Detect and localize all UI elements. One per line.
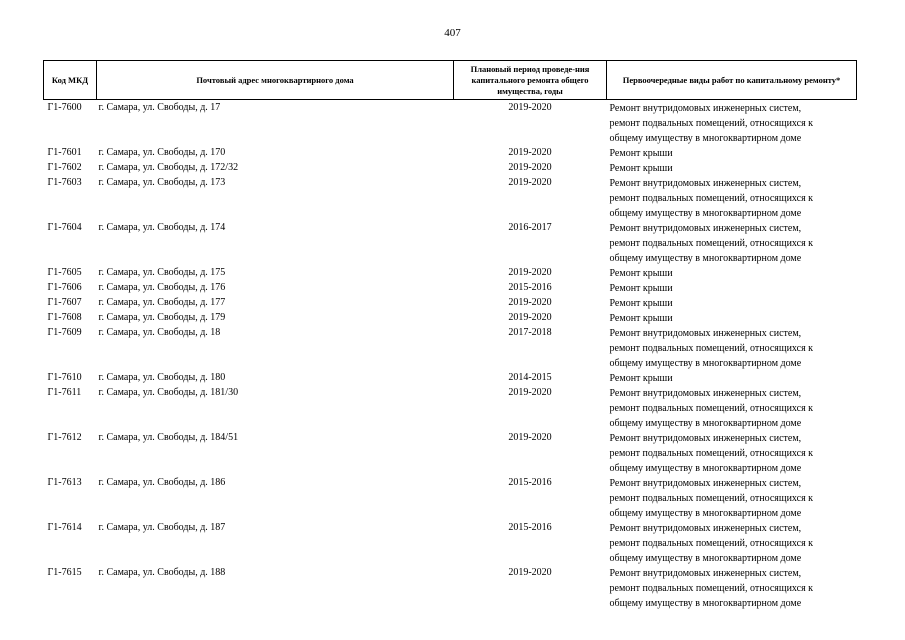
works-line: общему имуществу в многоквартирном доме — [609, 253, 802, 264]
table-row — [44, 326, 857, 371]
table-row — [44, 311, 857, 326]
cell-period: 2019-2020 — [508, 312, 552, 323]
cell-code: Г1-7615 — [47, 567, 82, 578]
header-address: Почтовый адрес многоквартирного дома — [97, 61, 454, 100]
table-row — [44, 476, 857, 521]
page-number: 407 — [444, 27, 461, 39]
cell-address: г. Самара, ул. Свободы, д. 176 — [98, 282, 226, 293]
works-line: ремонт подвальных помещений, относящихся к — [609, 343, 814, 354]
cell-code: Г1-7609 — [47, 327, 82, 338]
cell-address: г. Самара, ул. Свободы, д. 172/32 — [98, 162, 239, 173]
cell-period: 2019-2020 — [508, 267, 552, 278]
cell-works — [607, 386, 857, 431]
cell-code: Г1-7612 — [47, 432, 82, 443]
cell-works — [607, 296, 857, 311]
cell-code: Г1-7614 — [47, 522, 82, 533]
works-line: ремонт подвальных помещений, относящихся к — [609, 583, 814, 594]
cell-period: 2019-2020 — [508, 432, 552, 443]
works-line: ремонт подвальных помещений, относящихся к — [609, 118, 814, 129]
works-line: ремонт подвальных помещений, относящихся к — [609, 193, 814, 204]
cell-code: Г1-7610 — [47, 372, 82, 383]
cell-works — [607, 266, 857, 281]
table-body — [44, 100, 857, 612]
table-row — [44, 371, 857, 386]
cell-works — [607, 476, 857, 521]
cell-works — [607, 326, 857, 371]
works-line: Ремонт внутридомовых инженерных систем, — [609, 223, 802, 234]
header-period: Плановый период проведе-ния капитального ремонта общего имущества, годы — [454, 61, 607, 100]
cell-address: г. Самара, ул. Свободы, д. 179 — [98, 312, 226, 323]
works-line: общему имуществу в многоквартирном доме — [609, 508, 802, 519]
works-line: Ремонт внутридомовых инженерных систем, — [609, 388, 802, 399]
cell-code: Г1-7605 — [47, 267, 82, 278]
cell-works — [607, 311, 857, 326]
works-line: Ремонт крыши — [609, 163, 673, 174]
cell-address: г. Самара, ул. Свободы, д. 180 — [98, 372, 226, 383]
cell-period: 2015-2016 — [508, 522, 552, 533]
cell-period: 2015-2016 — [508, 477, 552, 488]
works-line: ремонт подвальных помещений, относящихся к — [609, 448, 814, 459]
works-line: общему имуществу в многоквартирном доме — [609, 133, 802, 144]
cell-code: Г1-7604 — [47, 222, 82, 233]
works-line: Ремонт внутридомовых инженерных систем, — [609, 478, 802, 489]
works-line: общему имуществу в многоквартирном доме — [609, 553, 802, 564]
cell-works — [607, 371, 857, 386]
cell-period: 2014-2015 — [508, 372, 552, 383]
cell-address: г. Самара, ул. Свободы, д. 181/30 — [98, 387, 239, 398]
cell-address: г. Самара, ул. Свободы, д. 184/51 — [98, 432, 239, 443]
table-row — [44, 566, 857, 611]
cell-address: г. Самара, ул. Свободы, д. 187 — [98, 522, 226, 533]
table-row — [44, 176, 857, 221]
works-line: Ремонт крыши — [609, 373, 673, 384]
table-row — [44, 146, 857, 161]
header-row — [44, 61, 857, 100]
cell-period: 2017-2018 — [508, 327, 552, 338]
works-line: Ремонт внутридомовых инженерных систем, — [609, 568, 802, 579]
header-works: Первоочередные виды работ по капитальному ремонту* — [607, 61, 857, 100]
cell-period: 2019-2020 — [508, 297, 552, 308]
works-line: Ремонт внутридомовых инженерных систем, — [609, 433, 802, 444]
table-row — [44, 281, 857, 296]
table-row — [44, 521, 857, 566]
cell-period: 2015-2016 — [508, 282, 552, 293]
cell-code: Г1-7600 — [47, 102, 82, 113]
cell-code: Г1-7603 — [47, 177, 82, 188]
cell-code: Г1-7611 — [47, 387, 82, 398]
works-line: Ремонт крыши — [609, 298, 673, 309]
works-line: общему имуществу в многоквартирном доме — [609, 598, 802, 609]
works-line: общему имуществу в многоквартирном доме — [609, 463, 802, 474]
header-code: Код МКД — [44, 61, 97, 100]
works-line: Ремонт внутридомовых инженерных систем, — [609, 328, 802, 339]
table-row — [44, 296, 857, 311]
cell-address: г. Самара, ул. Свободы, д. 175 — [98, 267, 226, 278]
table-header — [44, 61, 857, 100]
works-line: Ремонт крыши — [609, 268, 673, 279]
cell-period: 2019-2020 — [508, 177, 552, 188]
cell-code: Г1-7608 — [47, 312, 82, 323]
works-line: Ремонт внутридомовых инженерных систем, — [609, 103, 802, 114]
cell-works — [607, 161, 857, 176]
works-line: ремонт подвальных помещений, относящихся к — [609, 238, 814, 249]
cell-works — [607, 146, 857, 161]
works-line: Ремонт крыши — [609, 313, 673, 324]
table-row — [44, 386, 857, 431]
cell-period: 2019-2020 — [508, 102, 552, 113]
cell-code: Г1-7613 — [47, 477, 82, 488]
cell-address: г. Самара, ул. Свободы, д. 177 — [98, 297, 226, 308]
table-row — [44, 221, 857, 266]
cell-address: г. Самара, ул. Свободы, д. 170 — [98, 147, 226, 158]
table-row — [44, 266, 857, 281]
works-line: Ремонт крыши — [609, 148, 673, 159]
cell-period: 2019-2020 — [508, 387, 552, 398]
cell-works — [607, 100, 857, 147]
works-line: Ремонт внутридомовых инженерных систем, — [609, 523, 802, 534]
cell-period: 2019-2020 — [508, 147, 552, 158]
works-line: Ремонт внутридомовых инженерных систем, — [609, 178, 802, 189]
cell-address: г. Самара, ул. Свободы, д. 188 — [98, 567, 226, 578]
cell-code: Г1-7602 — [47, 162, 82, 173]
table-row — [44, 431, 857, 476]
cell-code: Г1-7601 — [47, 147, 82, 158]
cell-period: 2019-2020 — [508, 162, 552, 173]
works-line: ремонт подвальных помещений, относящихся к — [609, 538, 814, 549]
cell-address: г. Самара, ул. Свободы, д. 174 — [98, 222, 226, 233]
cell-works — [607, 281, 857, 296]
cell-works — [607, 176, 857, 221]
cell-address: г. Самара, ул. Свободы, д. 18 — [98, 327, 221, 338]
table-row — [44, 161, 857, 176]
works-line: ремонт подвальных помещений, относящихся к — [609, 493, 814, 504]
cell-works — [607, 566, 857, 611]
works-line: общему имуществу в многоквартирном доме — [609, 358, 802, 369]
cell-address: г. Самара, ул. Свободы, д. 173 — [98, 177, 226, 188]
works-line: Ремонт крыши — [609, 283, 673, 294]
works-line: ремонт подвальных помещений, относящихся к — [609, 403, 814, 414]
table-row — [44, 100, 857, 147]
cell-works — [607, 221, 857, 266]
cell-address: г. Самара, ул. Свободы, д. 186 — [98, 477, 226, 488]
cell-address: г. Самара, ул. Свободы, д. 17 — [98, 102, 221, 113]
capital-repair-table — [43, 60, 857, 611]
cell-code: Г1-7606 — [47, 282, 82, 293]
works-line: общему имуществу в многоквартирном доме — [609, 418, 802, 429]
cell-period: 2016-2017 — [508, 222, 552, 233]
cell-works — [607, 521, 857, 566]
works-line: общему имуществу в многоквартирном доме — [609, 208, 802, 219]
cell-works — [607, 431, 857, 476]
cell-period: 2019-2020 — [508, 567, 552, 578]
cell-code: Г1-7607 — [47, 297, 82, 308]
